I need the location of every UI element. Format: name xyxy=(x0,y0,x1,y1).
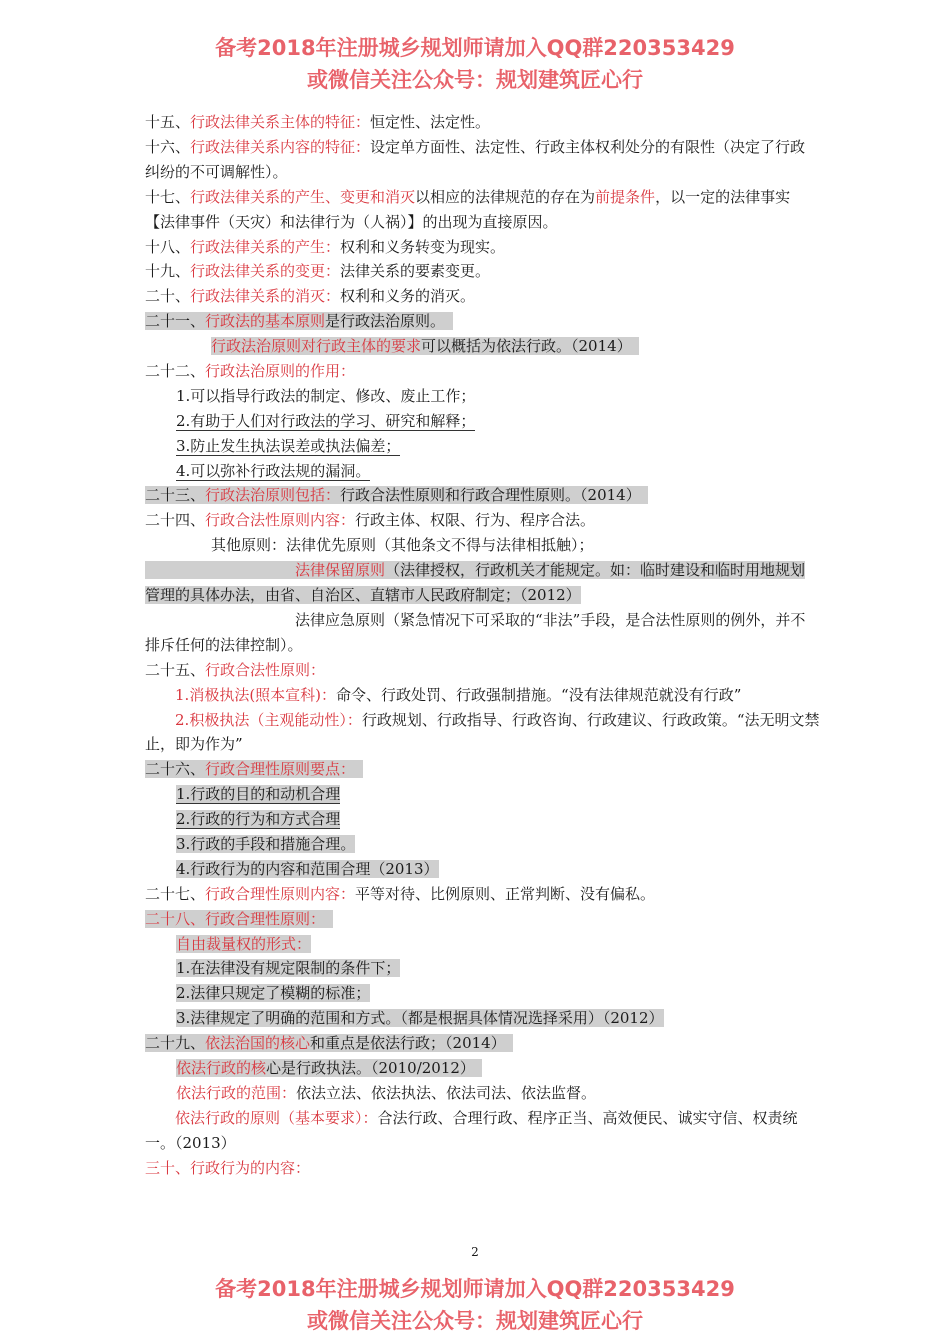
item-text: 合法行政、合理行政、程序正当、高效便民、诚实守信、权责统一。（2013） xyxy=(145,1108,798,1152)
item-number: 十七、 xyxy=(145,187,191,206)
item-18 xyxy=(145,235,820,260)
item-29b xyxy=(145,1081,820,1106)
item-number: 二十九、 xyxy=(145,1034,206,1053)
list-item xyxy=(145,807,820,832)
item-number: 二十八、 xyxy=(145,909,206,928)
list-item xyxy=(145,857,820,882)
list-item xyxy=(145,384,820,409)
item-heading: 行政合理性原则： xyxy=(205,909,318,928)
item-heading: 自由裁量权的形式： xyxy=(176,934,312,953)
item-heading: 行政法的基本原则 xyxy=(205,312,326,331)
page-number: 2 xyxy=(471,1245,479,1259)
item-heading: 行政合法性原则： xyxy=(205,660,326,679)
highlight-block xyxy=(145,910,333,928)
item-15 xyxy=(145,110,820,135)
list-item xyxy=(145,1006,820,1031)
item-text: 其他原则：法律优先原则（其他条文不得与法律相抵触）； xyxy=(211,536,594,555)
item-heading: 行政法律关系内容的特征： xyxy=(190,137,371,156)
highlight-block xyxy=(145,486,648,504)
item-24 xyxy=(145,508,820,533)
highlight-block xyxy=(145,1034,513,1052)
list-item xyxy=(145,459,820,484)
item-text: 1.行政的目的和动机合理 xyxy=(176,785,341,804)
item-number: 十六、 xyxy=(145,137,191,156)
item-text: 3.防止发生执法误差或执法偏差； xyxy=(176,436,401,455)
item-24c xyxy=(145,608,820,658)
highlight-block xyxy=(145,312,453,330)
item-text: ，以一定的法律事实【法律事件（天灾）和法律行为（人祸）】的出现为直接原因。 xyxy=(145,187,791,231)
item-22 xyxy=(145,359,820,384)
item-text: 心是行政执法。（2010/2012） xyxy=(266,1059,468,1078)
document-body xyxy=(145,110,820,1181)
item-text: 1.可以指导行政法的制定、修改、废止工作； xyxy=(176,386,476,405)
item-heading: 行政合理性原则要点： xyxy=(205,760,348,779)
banner-line-2: 或微信关注公众号：规划建筑匠心行 xyxy=(307,68,643,92)
item-heading: 1.消极执法(照本宣科)： xyxy=(175,685,337,704)
item-number: 二十三、 xyxy=(145,486,206,505)
item-text: 可以概括为依法行政。（2014） xyxy=(421,337,625,356)
item-24a xyxy=(145,533,820,558)
item-emphasis: 前提条件 xyxy=(595,187,656,206)
item-26 xyxy=(145,757,820,782)
item-number: 二十七、 xyxy=(145,884,206,903)
item-text: 行政合法性原则和行政合理性原则。（2014） xyxy=(340,486,634,505)
item-text: 行政主体、权限、行为、程序合法。 xyxy=(355,511,596,530)
item-text: 4.行政行为的内容和范围合理（2013） xyxy=(176,859,439,878)
item-21 xyxy=(145,309,820,334)
item-text: 2.有助于人们对行政法的学习、研究和解释； xyxy=(176,411,476,430)
item-heading: 行政法律关系的变更： xyxy=(190,262,341,281)
banner-line-1: 备考2018年注册城乡规划师请加入QQ群220353429 xyxy=(215,1277,735,1301)
item-text: 以相应的法律规范的存在为 xyxy=(415,187,596,206)
item-heading: 行政法律关系的产生： xyxy=(190,237,341,256)
item-heading: 行政法律关系的消灭： xyxy=(190,287,341,306)
list-item xyxy=(145,956,820,981)
item-heading: 法律保留原则 xyxy=(295,561,386,580)
item-heading: 行政法律关系主体的特征： xyxy=(190,113,371,131)
item-text: 是行政法治原则。 xyxy=(325,312,438,331)
item-29a xyxy=(145,1056,820,1081)
item-text: 设定单方面性、法定性、行政主体权利处分的有限性（决定了行政纠纷的不可调解性）。 xyxy=(145,137,806,181)
item-heading: 行政法治原则包括： xyxy=(205,486,341,505)
item-heading: 行政法治原则的作用： xyxy=(205,361,356,380)
item-29 xyxy=(145,1031,820,1056)
item-text: 2.法律只规定了模糊的标准； xyxy=(176,984,371,1003)
item-text: 依法立法、依法执法、依法司法、依法监督。 xyxy=(296,1083,597,1102)
highlight-block xyxy=(145,760,363,778)
item-text: 权利和义务的消灭。 xyxy=(340,287,476,306)
item-heading: 行政合法性原则内容： xyxy=(205,511,356,530)
item-23 xyxy=(145,483,820,508)
bottom-banner xyxy=(0,1273,950,1337)
item-number: 二十一、 xyxy=(145,312,206,331)
item-heading: 依法行政的范围： xyxy=(176,1083,297,1102)
item-number: 十九、 xyxy=(145,262,191,281)
item-text: 3.法律规定了明确的范围和方式。（都是根据具体情况选择采用）（2012） xyxy=(176,1009,664,1028)
list-item xyxy=(145,981,820,1006)
banner-line-1: 备考2018年注册城乡规划师请加入QQ群220353429 xyxy=(215,36,735,60)
item-19 xyxy=(145,259,820,284)
item-17 xyxy=(145,185,820,235)
item-text: 和重点是依法行政；（2014） xyxy=(310,1034,499,1053)
item-text: 行政规划、行政指导、行政咨询、行政建议、行政政策。“法无明文禁止，即为作为” xyxy=(145,710,820,754)
item-heading: 2.积极执法（主观能动性）： xyxy=(175,710,362,729)
item-30 xyxy=(145,1156,820,1181)
item-heading: 行政合理性原则内容： xyxy=(205,884,356,903)
item-number: 二十五、 xyxy=(145,660,206,679)
item-number: 二十二、 xyxy=(145,361,206,380)
item-16 xyxy=(145,135,820,185)
item-heading: 行政法治原则对行政主体的要求 xyxy=(211,337,422,356)
item-text: 法律关系的要素变更。 xyxy=(340,262,491,281)
item-number: 二十、 xyxy=(145,287,191,306)
list-item xyxy=(145,782,820,807)
item-20 xyxy=(145,284,820,309)
item-text: （法律授权，行政机关才能规定。如：临时建设和临时用地规划管理的具体办法，由省、自治区、直辖市人民政府制定；（2012） xyxy=(145,561,806,604)
list-item xyxy=(145,409,820,434)
item-text: 命令、行政处罚、行政强制措施。“没有法律规范就没有行政” xyxy=(336,685,742,704)
item-text: 4.可以弥补行政法规的漏洞。 xyxy=(176,461,371,480)
item-text: 1.在法律没有规定限制的条件下； xyxy=(176,959,401,978)
list-item xyxy=(145,832,820,857)
item-28 xyxy=(145,907,820,932)
banner-line-2: 或微信关注公众号：规划建筑匠心行 xyxy=(307,1309,643,1333)
item-25a xyxy=(145,683,820,708)
item-text: 权利和义务转变为现实。 xyxy=(340,237,506,256)
top-banner xyxy=(0,32,950,96)
item-heading: 依法行政的核 xyxy=(176,1059,267,1078)
highlight-block xyxy=(145,561,805,604)
item-25 xyxy=(145,658,820,683)
highlight-block xyxy=(176,1059,482,1077)
item-text: 平等对待、比例原则、正常判断、没有偏私。 xyxy=(355,884,656,903)
item-number: 十五、 xyxy=(145,113,191,131)
item-number: 十八、 xyxy=(145,237,191,256)
item-27 xyxy=(145,882,820,907)
item-heading: 行政法律关系的产生、变更和消灭 xyxy=(190,187,416,206)
item-24b xyxy=(145,558,820,608)
item-number: 二十六、 xyxy=(145,760,206,779)
highlight-block xyxy=(211,337,639,355)
list-item xyxy=(145,434,820,459)
item-25b xyxy=(145,708,820,758)
item-heading: 依法行政的原则（基本要求）： xyxy=(175,1108,378,1127)
item-text: 3.行政的手段和措施合理。 xyxy=(176,835,356,853)
item-28-sub xyxy=(145,932,820,957)
item-29c xyxy=(145,1106,820,1156)
item-number: 二十四、 xyxy=(145,511,206,530)
item-text: 恒定性、法定性。 xyxy=(370,113,491,131)
item-heading: 三十、行政行为的内容： xyxy=(145,1158,311,1177)
item-heading: 依法治国的核心 xyxy=(205,1034,311,1053)
item-text: 2.行政的行为和方式合理 xyxy=(176,810,341,829)
item-text: 法律应急原则（紧急情况下可采取的“非法”手段，是合法性原则的例外，并不排斥任何的法律控制）。 xyxy=(145,610,806,654)
item-21b xyxy=(145,334,820,359)
